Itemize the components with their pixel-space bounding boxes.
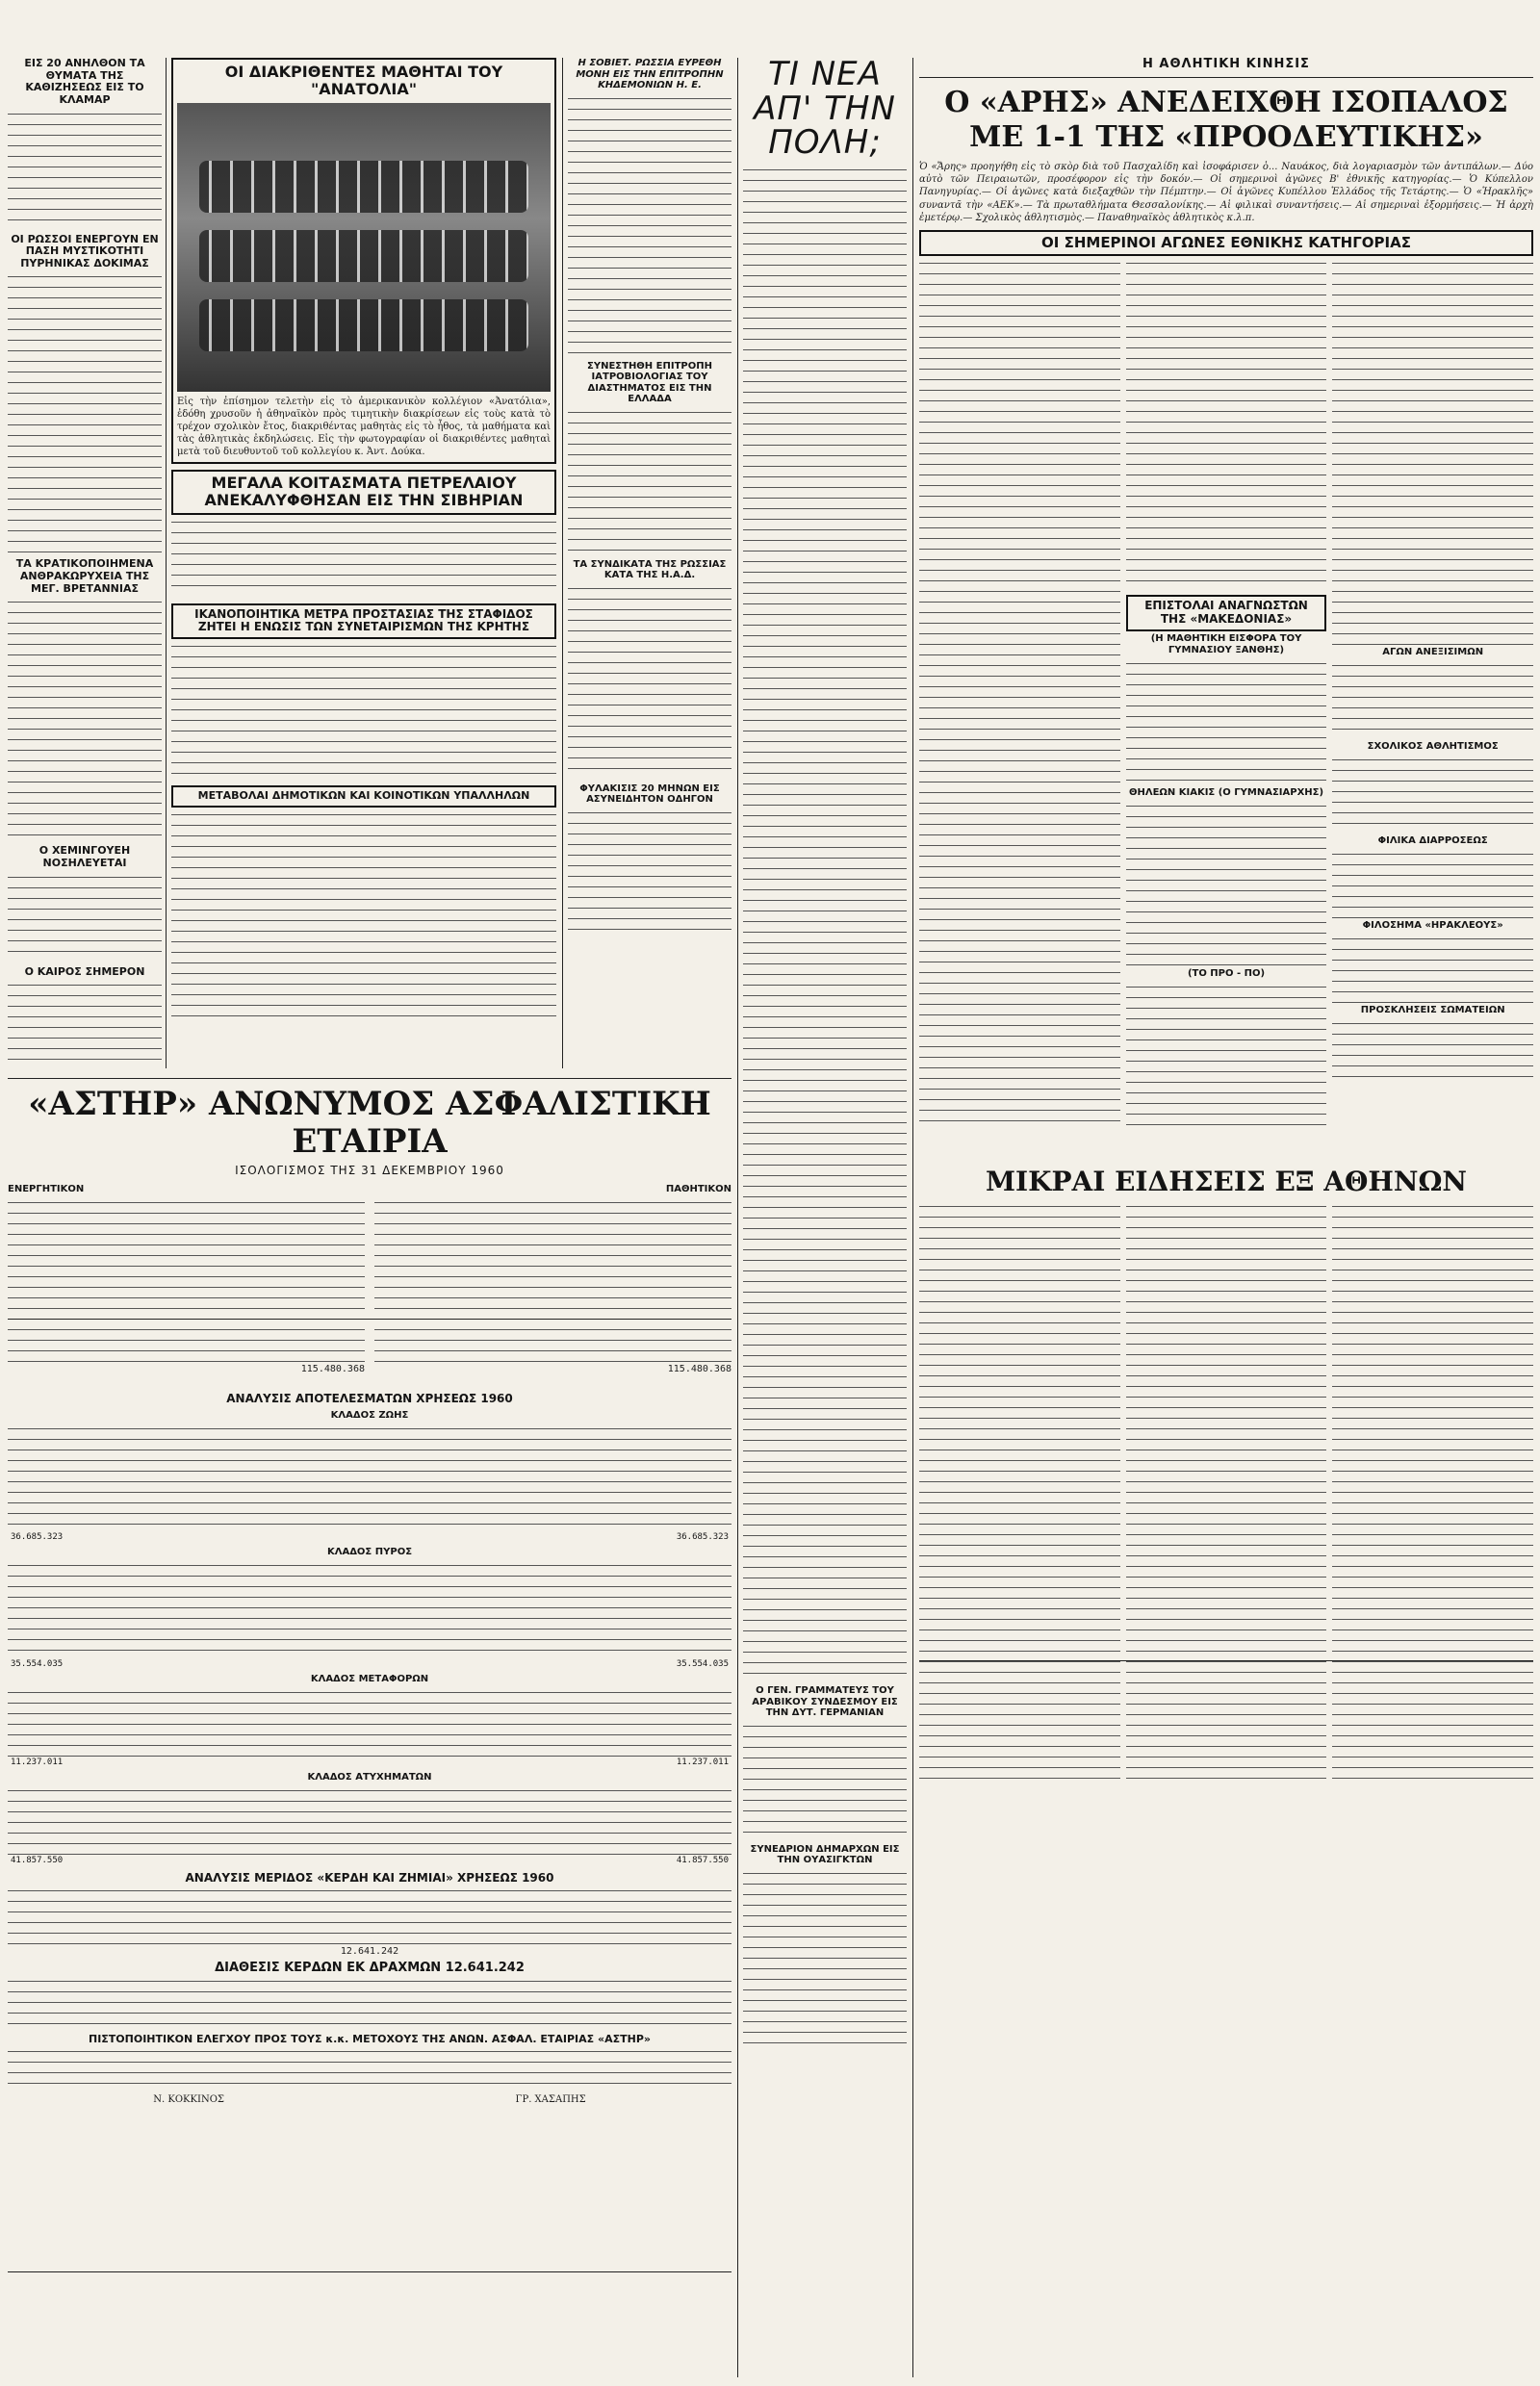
article-text [1126, 260, 1327, 587]
sports-headline: Ο «ΑΡΗΣ» ΑΝΕΔΕΙΧΘΗ ΙΣΟΠΑΛΟΣ ΜΕ 1-1 ΤΗΣ «ΠΡΟΟΔΕΥΤΙΚΗΣ» [944, 85, 1508, 154]
branch-fire [8, 1547, 732, 1670]
headline-hemingway: Ο ΧΕΜΙΝΓΟΥΕΗ ΝΟΣΗΛΕΥΕΤΑΙ [38, 844, 131, 870]
article-text [8, 874, 162, 961]
headline-weather: Ο ΚΑΙΡΟΣ ΣΗΜΕΡΟΝ [24, 964, 145, 978]
insurance-title: «ΑΣΤΗΡ» ΑΝΩΝΥΜΟΣ ΑΣΦΑΛΙΣΤΙΚΗ ΕΤΑΙΡΙΑ [28, 1085, 711, 1162]
school-photo [177, 103, 551, 392]
article-text [8, 273, 162, 552]
agency-note-0: ΑΓΩΝ ΑΝΕΞΙΣΙΜΩΝ [1382, 647, 1484, 658]
branch-total-right: 11.237.011 [676, 1757, 729, 1767]
balance-headline: ΙΣΟΛΟΓΙΣΜΟΣ ΤΗΣ 31 ΔΕΚΕΜΒΡΙΟΥ 1960 [235, 1164, 504, 1178]
article-text [171, 811, 556, 1023]
distribution-lines [8, 1978, 732, 2026]
article-text [919, 1203, 1120, 1781]
assets-total: 115.480.368 [300, 1363, 365, 1374]
assets-lines [8, 1199, 365, 1363]
audit-lines [8, 2048, 732, 2091]
branch-name: ΚΛΑΔΟΣ ΠΥΡΟΣ [326, 1546, 413, 1557]
article-text [1126, 803, 1327, 966]
article-text [171, 643, 556, 778]
article-text [743, 167, 907, 1678]
headline-national-games: ΟΙ ΣΗΜΕΡΙΝΟΙ ΑΓΩΝΕΣ ΕΘΝΙΚΗΣ ΚΑΤΗΓΟΡΙΑΣ [1041, 233, 1411, 251]
headline-driver-jail: ΦΥΛΑΚΙΣΙΣ 20 ΜΗΝΩΝ ΕΙΣ ΑΣΥΝΕΙΔΗΤΟΝ ΟΔΗΓΟΝ [579, 783, 720, 805]
liabilities-lines [374, 1199, 732, 1363]
branch-name: ΚΛΑΔΟΣ ΑΤΥΧΗΜΑΤΩΝ [307, 1771, 432, 1783]
column-1 [8, 58, 162, 1068]
assets-label: ΕΝΕΡΓΗΤΙΚΟΝ [8, 1183, 85, 1194]
branch-life [8, 1410, 732, 1543]
article-text [1332, 851, 1533, 918]
sports-section [919, 58, 1533, 2377]
profit-total: 12.641.242 [340, 1945, 399, 1957]
audit-headline: ΠΙΣΤΟΠΟΙΗΤΙΚΟΝ ΕΛΕΓΧΟΥ ΠΡΟΣ ΤΟΥΣ κ.κ. ΜΕΤΟΧΟΥΣ ΤΗΣ ΑΝΩΝ. ΑΣΦΑΛ. ΕΤΑΙΡΙΑΣ «ΑΣΤΗΡ» [88, 2032, 651, 2045]
letter3-headline: (ΤΟ ΠΡΟ - ΠΟ) [1187, 967, 1266, 979]
letter2-headline: ΘΗΛΕΩΝ ΚΙΑΚΙΣ (Ο ΓΥΜΝΑΣΙΑΡΧΗΣ) [1128, 786, 1324, 798]
branch-transport [8, 1674, 732, 1768]
letter1-headline: (Η ΜΑΘΗΤΙΚΗ ΕΙΣΦΟΡΑ ΤΟΥ ΓΥΜΝΑΣΙΟΥ ΞΑΝΘΗΣ) [1150, 632, 1302, 655]
profit-headline: ΑΝΑΛΥΣΙΣ ΜΕΡΙΔΟΣ «ΚΕΡΔΗ ΚΑΙ ΖΗΜΙΑΙ» ΧΡΗΣΕΩΣ 1960 [185, 1870, 554, 1885]
article-text [1332, 1203, 1533, 1781]
headline-russian-tests: ΟΙ ΡΩΣΣΟΙ ΕΝΕΡΓΟΥΝ ΕΝ ΠΑΣΗ ΜΥΣΤΙΚΟΤΗΤΙ ΠΥΡΗΝΙΚΑΣ ΔΟΚΙΜΑΣ [11, 232, 159, 269]
branch-total-right: 41.857.550 [676, 1855, 729, 1865]
signature-1: Ν. ΚΟΚΚΙΝΟΣ [153, 2093, 224, 2105]
headline-arab-league: Ο ΓΕΝ. ΓΡΑΜΜΑΤΕΥΣ ΤΟΥ ΑΡΑΒΙΚΟΥ ΣΥΝΔΕΣΜΟΥ ΕΙΣ ΤΗΝ ΔΥΤ. ΓΕΡΜΑΝΙΑΝ [752, 1685, 898, 1719]
photo-headline: ΟΙ ΔΙΑΚΡΙΘΕΝΤΕΣ ΜΑΘΗΤΑΙ ΤΟΥ "ΑΝΑΤΟΛΙΑ" [224, 63, 503, 99]
article-text [8, 982, 162, 1068]
branch-total-right: 36.685.323 [676, 1531, 729, 1542]
article-text [8, 599, 162, 839]
headline-space-biology: ΣΥΝΕΣΤΗΘΗ ΕΠΙΤΡΟΠΗ ΙΑΤΡΟΒΙΟΛΟΓΙΑΣ ΤΟΥ ΔΙΑΣΤΗΜΑΤΟΣ ΕΙΣ ΤΗΝ ΕΛΛΑΔΑ [587, 360, 712, 404]
headline-klamar: ΕΙΣ 20 ΑΝΗΛΘΟΝ ΤΑ ΘΥΜΑΤΑ ΤΗΣ ΚΑΘΙΖΗΣΕΩΣ ΕΙΣ ΤΟ ΚΛΑΜΑΡ [24, 58, 145, 106]
insurance-advert [8, 1078, 732, 2377]
agency-note-3: ΦΙΛΟΣΗΜΑ «ΗΡΑΚΛΕΟΥΣ» [1362, 920, 1503, 932]
article-text [1126, 660, 1327, 785]
branch-lines [8, 1562, 732, 1658]
photo-caption: Εἰς τὴν ἐπίσημον τελετὴν εἰς τὸ ἀμερικανικὸν κολλέγιον «Ἀνατόλια», ἐδόθη χρυσοῦν ἡ ἀθηναϊκὸν πρὸς τιμητικὴν διακρίσεων εἰς τοὺς κατὰ τὸ τρέχον σχολικὸν ἔτος, διακριθέντας μαθητὰς εἰς τὸ ἦθος, τὰ μαθήματα καὶ τὰς ἀθλητικὰς ἐκδηλώσεις. Εἰς τὴν φωτογραφίαν οἱ διακριθέντες μαθηταὶ μετὰ τοῦ διευθυντοῦ τοῦ κολλεγίου κ. Ἀντ. Δούκα. [177, 396, 551, 457]
article-text [568, 585, 732, 778]
article-text [171, 519, 556, 596]
column-2 [171, 58, 556, 1068]
article-text [568, 409, 732, 553]
small-news-headline: ΜΙΚΡΑΙ ΕΙΔΗΣΕΙΣ ΕΞ ΑΘΗΝΩΝ [986, 1165, 1467, 1197]
letters-headline: ΕΠΙΣΤΟΛΑΙ ΑΝΑΓΝΩΣΤΩΝ ΤΗΣ «ΜΑΚΕΔΟΝΙΑΣ» [1144, 599, 1308, 626]
liabilities-total: 115.480.368 [667, 1363, 732, 1374]
article-text [568, 95, 732, 355]
headline-officials: ΜΕΤΑΒΟΛΑΙ ΔΗΜΟΤΙΚΩΝ ΚΑΙ ΚΟΙΝΟΤΙΚΩΝ ΥΠΑΛΛΗΛΩΝ [197, 789, 530, 803]
branch-total-left: 11.237.011 [11, 1757, 64, 1767]
results-headline: ΑΝΑΛΥΣΙΣ ΑΠΟΤΕΛΕΣΜΑΤΩΝ ΧΡΗΣΕΩΣ 1960 [226, 1392, 513, 1406]
headline-oil: ΜΕΓΑΛΑ ΚΟΙΤΑΣΜΑΤΑ ΠΕΤΡΕΛΑΙΟΥ ΑΝΕΚΑΛΥΦΘΗΣΑΝ ΕΙΣ ΤΗΝ ΣΙΒΗΡΙΑΝ [204, 473, 524, 510]
branch-lines [8, 1425, 732, 1531]
article-text [743, 1870, 907, 2043]
branch-total-left: 41.857.550 [11, 1855, 64, 1865]
distribution-headline: ΔΙΑΘΕΣΙΣ ΚΕΡΔΩΝ ΕΚ ΔΡΑΧΜΩΝ 12.641.242 [215, 1960, 525, 1975]
headline-soviet-trusteeship: Η ΣΟΒΙΕΤ. ΡΩΣΣΙΑ ΕΥΡΕΘΗ ΜΟΝΗ ΕΙΣ ΤΗΝ ΕΠΙΤΡΟΠΗΝ ΚΗΔΕΜΟΝΙΩΝ Η. Ε. [576, 58, 724, 90]
branch-total-left: 35.554.035 [11, 1658, 64, 1669]
article-text [1126, 984, 1327, 1128]
section-title: Η ΑΘΛΗΤΙΚΗ ΚΙΝΗΣΙΣ [1142, 58, 1310, 71]
signature-2: ΓΡ. ΧΑΣΑΠΗΣ [515, 2093, 586, 2105]
branch-total-left: 36.685.323 [11, 1531, 64, 1542]
masthead-ti-nea: ΤΙ ΝΕΑ ΑΠ' ΤΗΝ ΠΟΛΗ; [754, 58, 896, 163]
agency-note-2: ΦΙΛΙΚΑ ΔΙΑΡΡΟΣΕΩΣ [1377, 835, 1488, 847]
sports-deck: Ὁ «Ἄρης» προηγήθη εἰς τὸ σκὸρ διὰ τοῦ Πασχαλίδη καὶ ἰσοφάρισεν ὁ... Ναυάκος, διὰ λογαριασμὸν τῶν ἀντιπάλων.— Δύο αὐτὸ τῶν Πειραιωτῶν, προσέφορον εἰς τὴν δοκόν.— Οἱ σημερινοὶ ἀγῶνες Β' ἐθνικῆς κατηγορίας.— Ὁ Κύπελλον Πανηγυρίας.— Οἱ ἀγῶνες κατὰ διεξαχθῶν τὴν Πέμπτην.— Οἱ ἀγῶνες Κυπέλλου Ἑλλάδος τῆς Τετάρτης.— Ὁ «Ἡρακλῆς» συναντᾶ τὴν «ΑΕΚ».— Τὰ πρωταθλήματα Θεσσαλονίκης.— Αἱ φιλικαὶ συναντήσεις.— Αἱ σημεριναὶ ἐξορμήσεις.— Ἡ ἀρχὴ ἐμετέρῳ.— Σχολικὸς ἀθλητισμὸς.— Παναθηναϊκὸς ἀθλητικὸς κ.λ.π. [919, 161, 1533, 223]
article-text [1332, 260, 1533, 645]
branch-name: ΚΛΑΔΟΣ ΖΩΗΣ [330, 1409, 409, 1421]
article-text [743, 1723, 907, 1838]
headline-unions: ΤΑ ΣΥΝΔΙΚΑΤΑ ΤΗΣ ΡΩΣΣΙΑΣ ΚΑΤΑ ΤΗΣ Η.Α.Δ. [573, 558, 727, 580]
article-text [1332, 936, 1533, 1003]
branch-lines [8, 1689, 732, 1757]
agency-note-4: ΠΡΟΣΚΛΗΣΕΙΣ ΣΩΜΑΤΕΙΩΝ [1360, 1005, 1505, 1016]
branch-accidents [8, 1772, 732, 1866]
branch-name: ΚΛΑΔΟΣ ΜΕΤΑΦΟΡΩΝ [310, 1673, 429, 1684]
headline-mayors: ΣΥΝΕΔΡΙΟΝ ΔΗΜΑΡΧΩΝ ΕΙΣ ΤΗΝ ΟΥΑΣΙΓΚΤΩΝ [750, 1843, 900, 1866]
liabilities-label: ΠΑΘΗΤΙΚΟΝ [665, 1183, 732, 1194]
column-4 [743, 58, 907, 2377]
headline-raisin: ΙΚΑΝΟΠΟΙΗΤΙΚΑ ΜΕΤΡΑ ΠΡΟΣΤΑΣΙΑΣ ΤΗΣ ΣΤΑΦΙΔΟΣ ΖΗΤΕΙ Η ΕΝΩΣΙΣ ΤΩΝ ΣΥΝΕΤΑΙΡΙΣΜΩΝ ΤΗΣ ΚΡΗΤΗΣ [194, 606, 533, 634]
article-text [1332, 662, 1533, 739]
article-text [8, 111, 162, 226]
article-text [919, 260, 1120, 1126]
headline-coal-mines: ΤΑ ΚΡΑΤΙΚΟΠΟΙΗΜΕΝΑ ΑΝΘΡΑΚΩΡΥΧΕΙΑ ΤΗΣ ΜΕΓ. ΒΡΕΤΑΝΝΙΑΣ [15, 557, 154, 595]
photo-box [171, 58, 556, 464]
branch-lines [8, 1787, 732, 1855]
article-text [1126, 1203, 1327, 1781]
article-text [1332, 757, 1533, 834]
profit-lines [8, 1887, 732, 1945]
agency-note-1: ΣΧΟΛΙΚΟΣ ΑΘΛΗΤΙΣΜΟΣ [1367, 741, 1499, 753]
article-text [568, 809, 732, 935]
branch-total-right: 35.554.035 [676, 1658, 729, 1669]
article-text [1332, 1020, 1533, 1078]
